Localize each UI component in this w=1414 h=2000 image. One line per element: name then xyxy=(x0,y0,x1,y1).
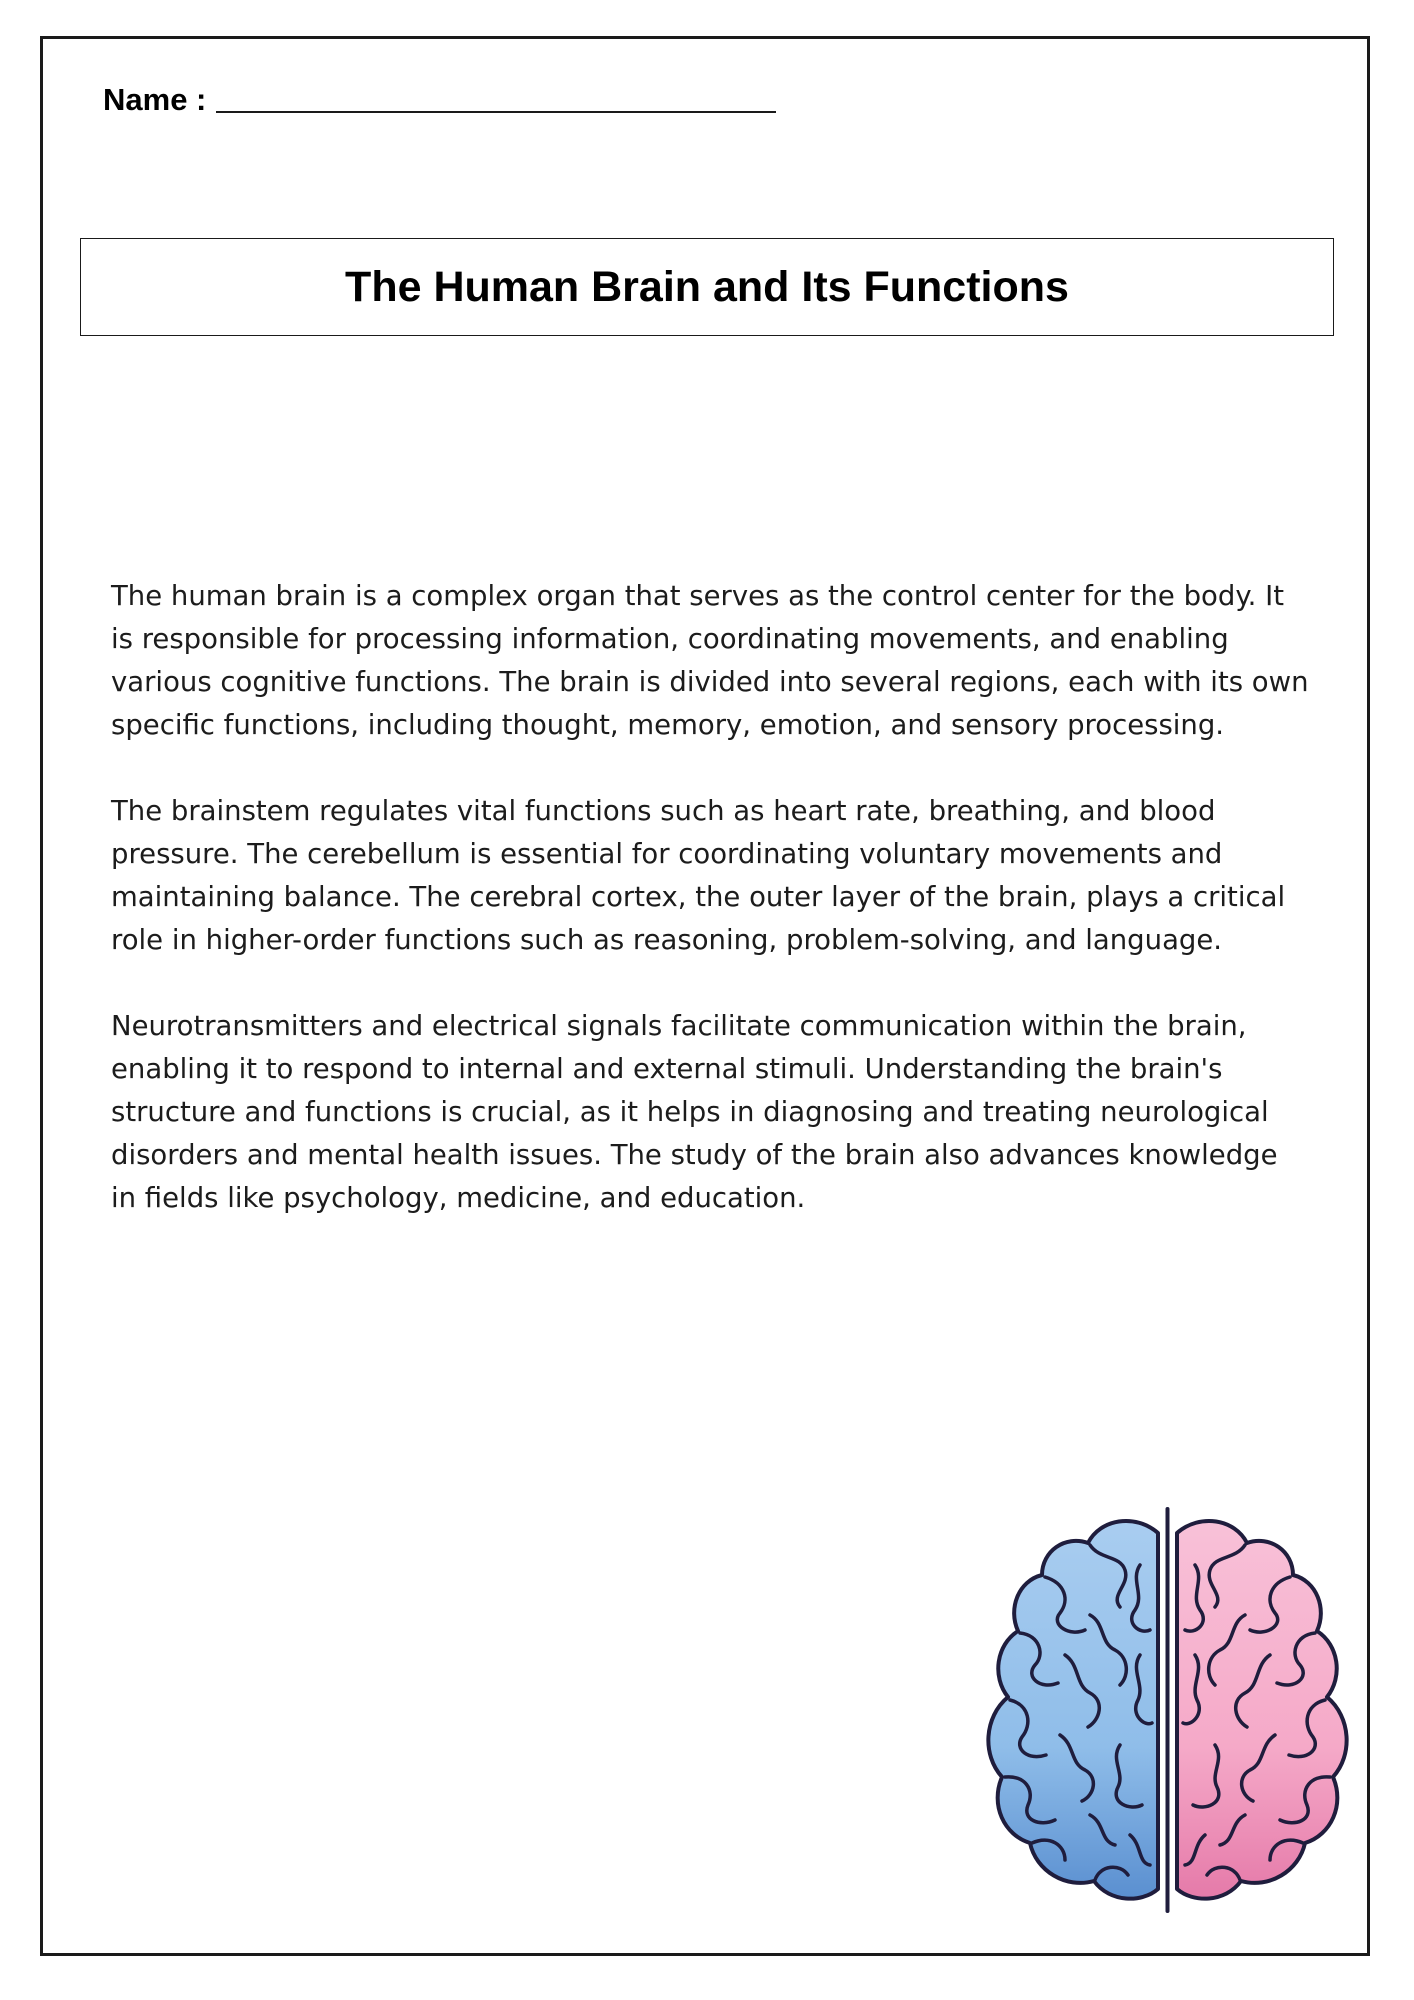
left-hemisphere xyxy=(988,1521,1158,1899)
page-title: The Human Brain and Its Functions xyxy=(345,262,1069,311)
brain-icon xyxy=(970,1505,1365,1915)
title-box xyxy=(80,238,1334,336)
name-row xyxy=(103,80,776,120)
paragraph: The brainstem regulates vital functions such as heart rate, breathing, and blood pressure. The cerebellum is essential for coordinating voluntary movements and maintaining balance. The cerebral cortex, the outer layer of the brain, plays a critical role in higher-order functions such as reasoning, problem-solving, and language. xyxy=(111,795,1286,956)
paragraph: The human brain is a complex organ that serves as the control center for the body. It is responsible for processing information, coordinating movements, and enabling various cognitive functions. The brain is divided into several regions, each with its own specific functions, including thought, memory, emotion, and sensory processing. xyxy=(111,580,1309,741)
paragraph: Neurotransmitters and electrical signals facilitate communication within the brain, enabling it to respond to internal and external stimuli. Understanding the brain's structure and functions is crucial, as it helps in diagnosing and treating neurological disorders and mental health issues. The study of the brain also advances knowledge in fields like psychology, medicine, and education. xyxy=(111,1010,1278,1214)
right-hemisphere xyxy=(1177,1521,1347,1899)
reading-passage xyxy=(111,575,1311,1263)
name-blank-line[interactable] xyxy=(216,111,776,113)
name-label: Name : xyxy=(103,82,207,117)
